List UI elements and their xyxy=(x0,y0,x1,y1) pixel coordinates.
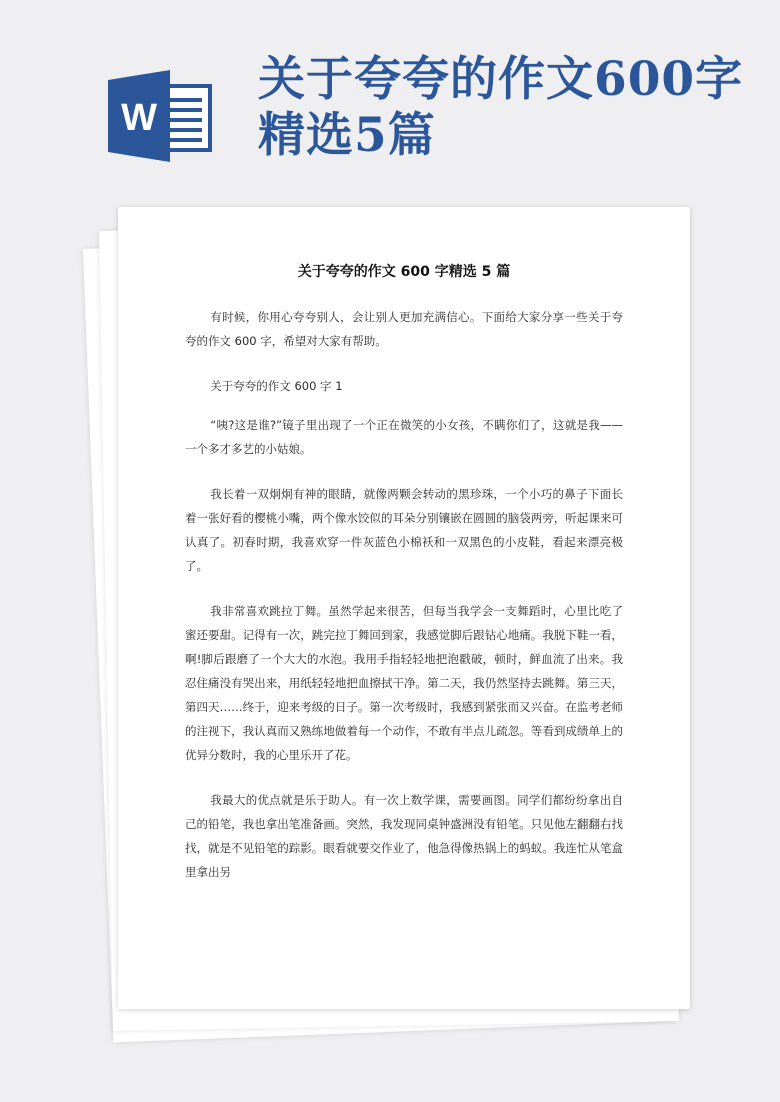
header-title: 关于夸夸的作文600字精选5篇 xyxy=(258,52,744,163)
paragraph: 我非常喜欢跳拉丁舞。虽然学起来很苦，但每当我学会一支舞蹈时，心里比吃了蜜还要甜。记得有一次，跳完拉丁舞回到家，我感觉脚后跟钻心地痛。我脱下鞋一看，啊!脚后跟磨了一个大大的水泡。我用手指轻轻地把泡戳破，顿时，鲜血流了出来。我忍住痛没有哭出来，用纸轻轻地把血擦拭干净。第二天，我仍然坚持去跳舞。第三天，第四天……终于，迎来考级的日子。第一次考级时，我感到紧张而又兴奋。在监考老师的注视下，我认真而又熟练地做着每一个动作，不敢有半点儿疏忽。等看到成绩单上的优异分数时，我的心里乐开了花。 xyxy=(185,604,623,762)
section-heading: 关于夸夸的作文 600 字 1 xyxy=(210,379,343,393)
word-logo-icon xyxy=(108,70,212,162)
paragraph: 有时候，你用心夸夸别人，会让别人更加充满信心。下面给大家分享一些关于夸夸的作文 600 字，希望对大家有帮助。 xyxy=(185,310,623,348)
document-page xyxy=(118,207,690,1009)
word-logo-letter: W xyxy=(121,97,157,139)
document-body xyxy=(185,305,623,905)
document-title: 关于夸夸的作文 600 字精选 5 篇 xyxy=(297,264,511,280)
paragraph: 我最大的优点就是乐于助人。有一次上数学课，需要画图。同学们都纷纷拿出自己的铅笔，我也拿出笔准备画。突然，我发现同桌钟盛洲没有铅笔。只见他左翻翻右找找，就是不见铅笔的踪影。眼看就要交作业了，他急得像热锅上的蚂蚁。我连忙从笔盒里拿出另 xyxy=(185,793,623,879)
paragraph: “咦?这是谁?”镜子里出现了一个正在微笑的小女孩，不瞒你们了，这就是我——一个多才多艺的小姑娘。 xyxy=(185,418,623,456)
paragraph: 我长着一双炯炯有神的眼睛，就像两颗会转动的黑珍珠，一个小巧的鼻子下面长着一张好看的樱桃小嘴，两个像水饺似的耳朵分别镶嵌在圆圆的脑袋两旁，听起课来可认真了。初春时期，我喜欢穿一件灰蓝色小棉袄和一双黑色的小皮鞋，看起来漂亮极了。 xyxy=(185,487,623,573)
